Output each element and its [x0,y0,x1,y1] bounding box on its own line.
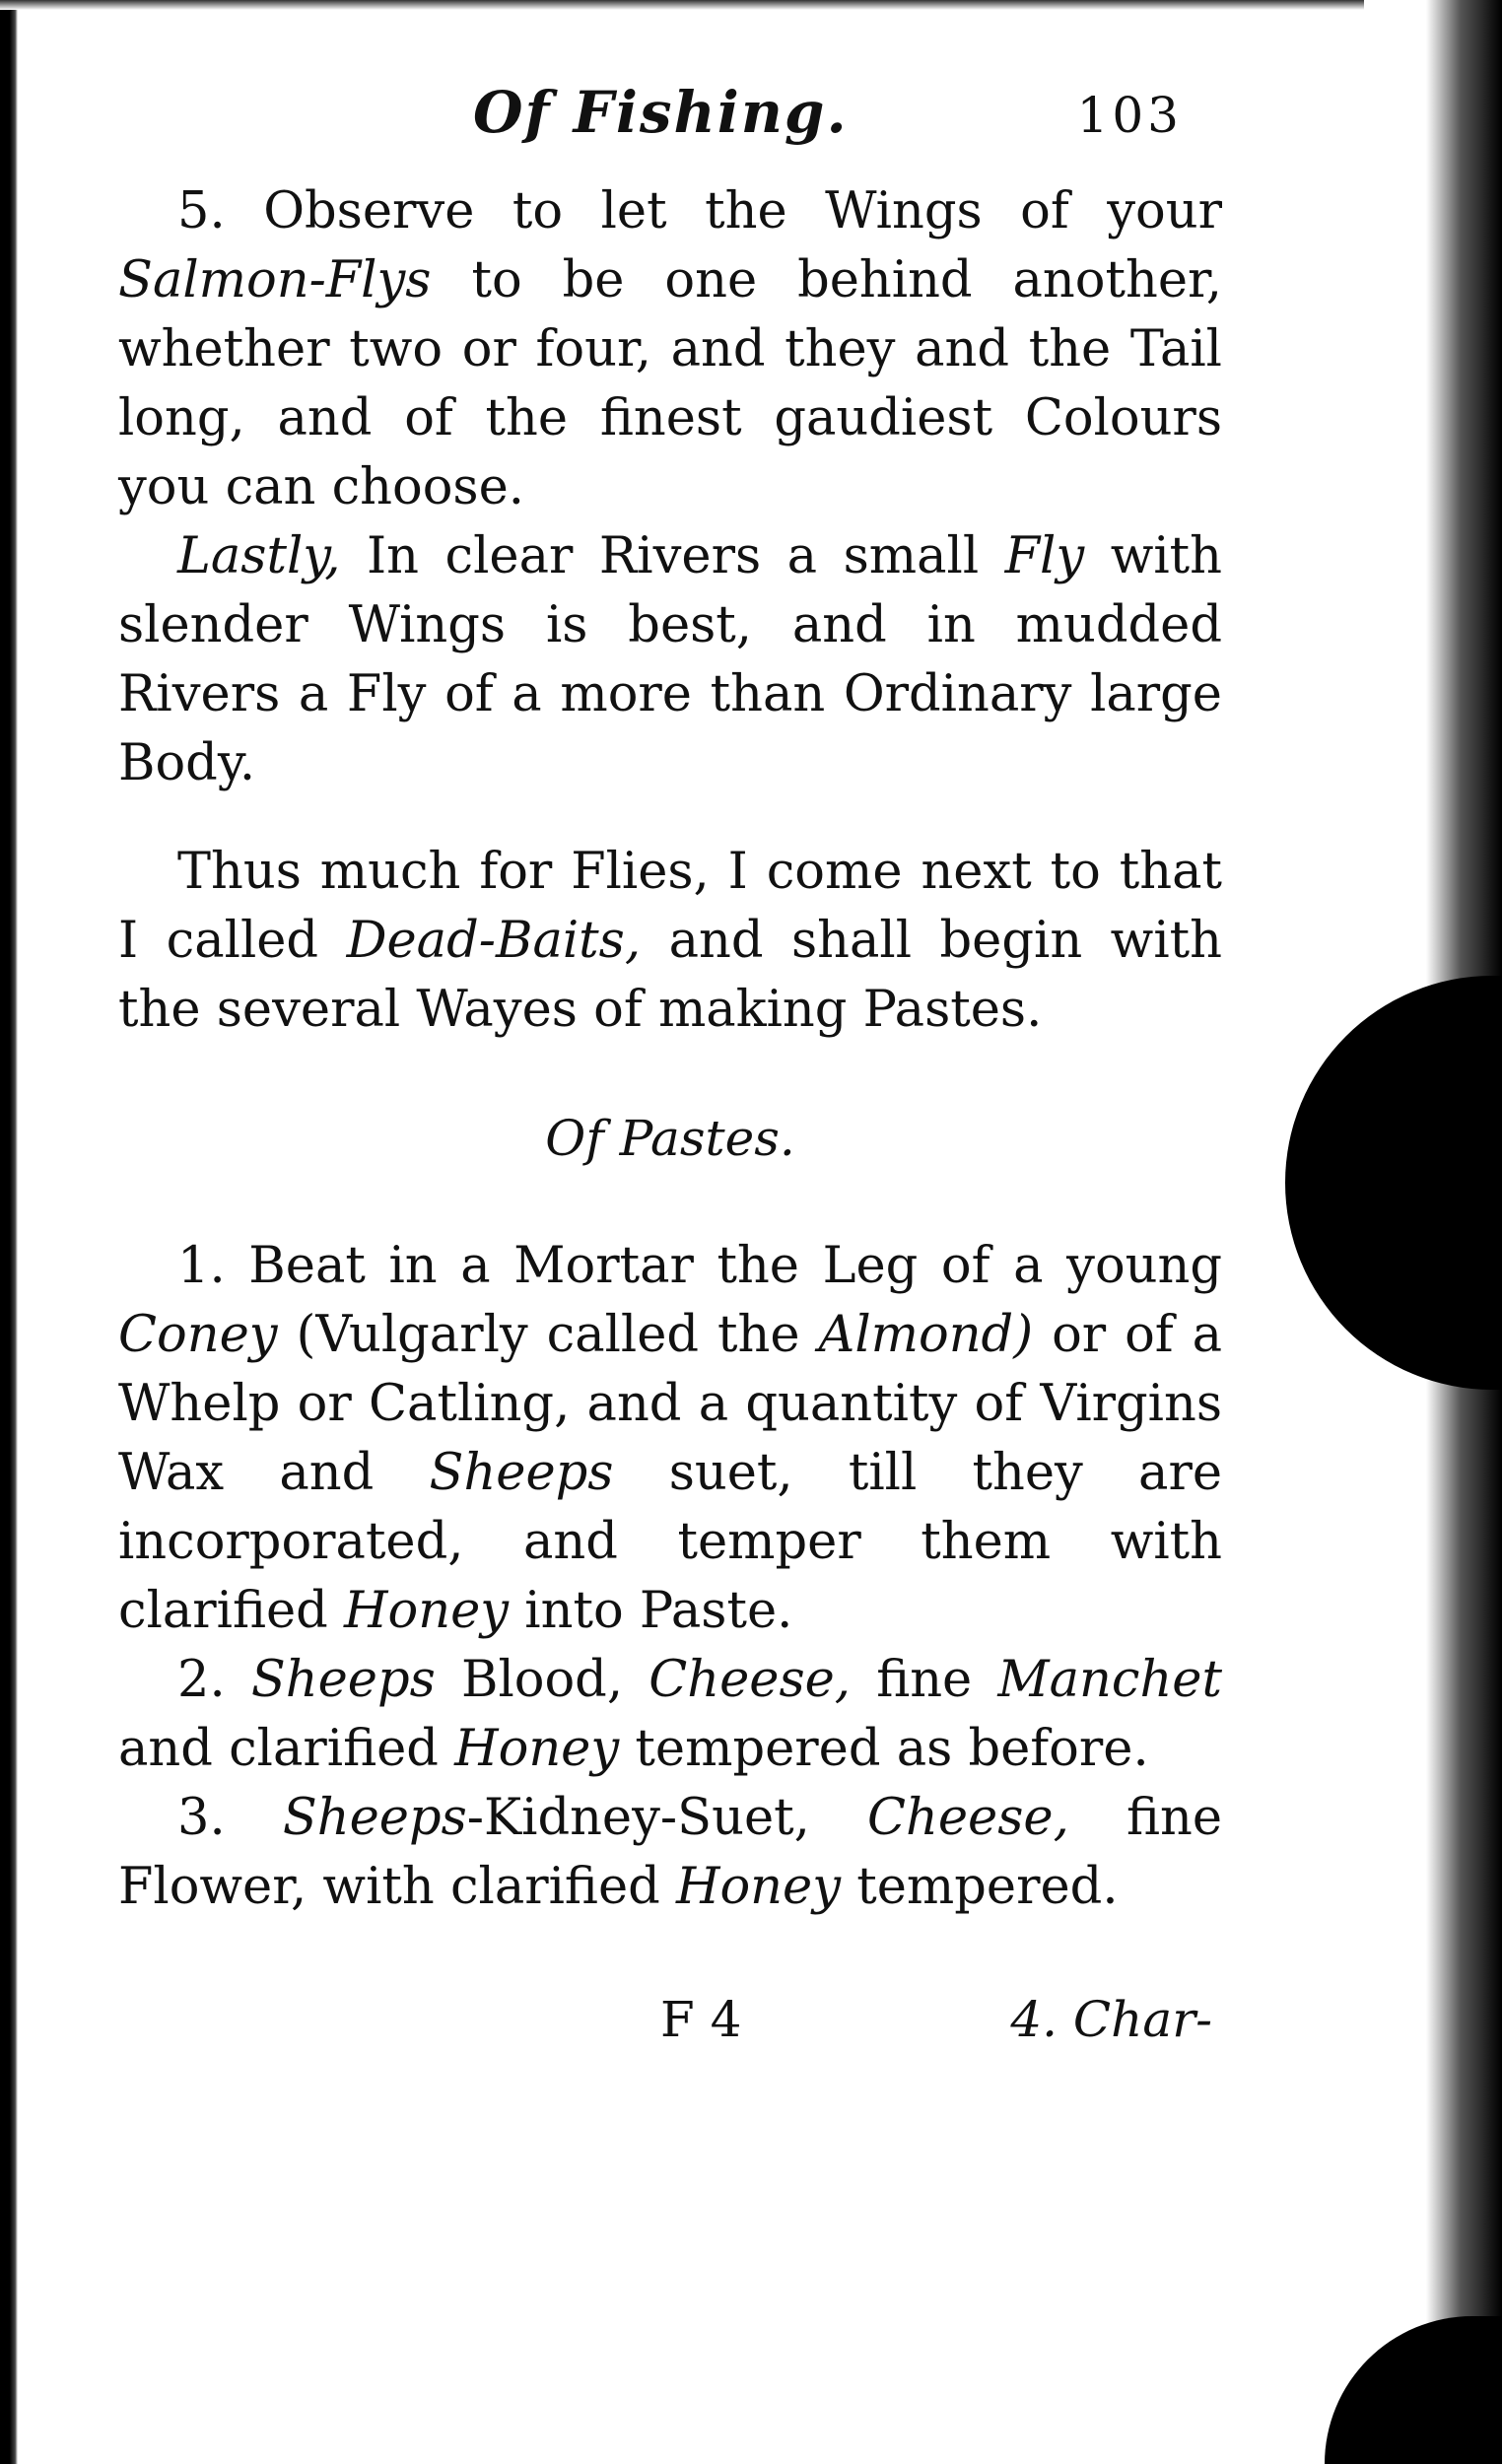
italic-run: Cheese, [649,1651,852,1709]
catchword: 4. Char- [1010,1991,1212,2048]
page-right-shadow [1285,976,1502,1390]
page-corner-curl [1325,2316,1502,2464]
italic-run: Honey [676,1858,842,1916]
italic-run: Honey [344,1582,510,1640]
text-run: fine Flower, with clarified [118,1789,1222,1916]
italic-run: Coney [118,1306,278,1364]
text-run: Blood, [460,1651,624,1709]
book-page [118,69,1222,2070]
page-top-edge [0,0,1502,10]
text-run: Thus much for Flies, I come next to that I called [118,843,1222,970]
text-run: or of a Whelp or Catling, and a quantity of Virgins Wax and [118,1306,1223,1502]
italic-run: Sheeps [250,1651,436,1709]
paragraph-lastly [118,522,1222,798]
text-run: fine [876,1651,973,1709]
italic-run: Almond) [818,1306,1034,1364]
recipe-3 [118,1784,1222,1922]
text-run: tempered as before. [635,1720,1149,1778]
italic-run: Fly [1004,527,1085,585]
text-run: and shall begin with the several Wayes of making Pastes. [118,912,1222,1039]
running-head [118,69,1222,177]
italic-run: Cheese, [867,1789,1069,1847]
italic-run: Sheeps [282,1789,467,1847]
item-number: 5. [177,182,226,240]
text-run: Beat in a Mortar the Leg of a young [248,1237,1222,1295]
recipe-1 [118,1232,1222,1646]
italic-run: Manchet [997,1651,1222,1709]
italic-run: Dead-Baits, [346,912,642,970]
text-run: suet, till they are incorporated, and temper them with clarified [118,1444,1223,1640]
item-number: 3. [177,1789,226,1847]
running-title: Of Fishing. [473,79,849,146]
text-run: tempered. [856,1858,1119,1916]
body-text [118,177,1222,1922]
italic-run: Lastly, [177,527,341,585]
signature-mark: F 4 [660,1991,742,2048]
page-binding-edge [0,0,18,2464]
item-number: 2. [177,1651,226,1709]
text-run: Observe to let the Wings of your [263,182,1222,240]
italic-run: Sheeps [429,1444,614,1502]
page-number: 103 [1076,87,1183,144]
paragraph-dead-baits [118,838,1222,1045]
page-footer [118,1991,1222,2070]
section-heading: Of Pastes. [545,1110,795,1167]
text-run: with slender Wings is best, and in mudded Rivers a Fly of a more than Ordinary large Body. [118,527,1222,792]
paragraph-salmon-flys [118,177,1222,522]
text-run: In clear Rivers a small [367,527,980,585]
recipe-2 [118,1646,1222,1784]
text-run: into Paste. [524,1582,793,1640]
item-number: 1. [177,1237,226,1295]
text-run: to be one behind another, whether two or four, and they and the Tail long, and of the finest gaudiest Colours you can choose. [118,251,1222,516]
text-run: -Kidney-Suet, [466,1789,810,1847]
text-run: (Vulgarly called the [296,1306,800,1364]
text-run: and clarified [118,1720,439,1778]
italic-run: Salmon-Flys [118,251,432,309]
spacer [118,798,1222,838]
italic-run: Honey [454,1720,620,1778]
